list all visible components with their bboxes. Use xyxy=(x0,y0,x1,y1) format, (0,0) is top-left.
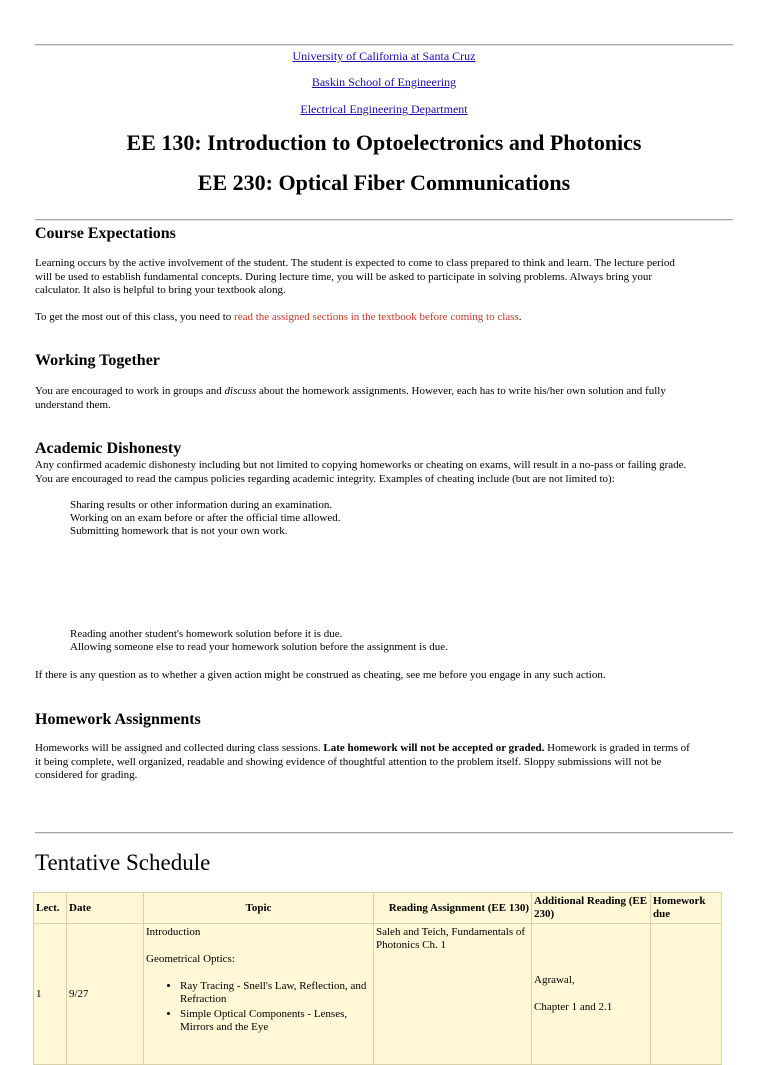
cheating-example: Working on an exam before or after the official time allowed. xyxy=(70,512,341,524)
course-expectations-paragraph xyxy=(35,257,730,298)
academic-dishonesty-paragraph xyxy=(35,459,730,486)
additional-reading-line: Agrawal, xyxy=(534,974,575,986)
text-span: Homeworks will be assigned and collected during class sessions. xyxy=(35,742,324,754)
schedule-divider xyxy=(35,832,733,834)
ucsc-link-row xyxy=(0,49,768,64)
cell-additional xyxy=(532,924,650,1064)
text-line: considered for grading. xyxy=(35,769,138,781)
cheating-example: Submitting homework that is not your own work. xyxy=(70,525,288,537)
text-span: Homework is graded in terms of xyxy=(544,742,690,754)
ee-dept-link[interactable]: Electrical Engineering Department xyxy=(300,102,468,116)
cell-lect: 1 xyxy=(34,924,66,1064)
ee-dept-link-row xyxy=(0,102,768,117)
working-together-heading: Working Together xyxy=(35,352,160,369)
course-expectations-reading-note xyxy=(35,311,730,325)
cheating-example: Sharing results or other information during an examination. xyxy=(70,499,333,511)
cheating-examples-b xyxy=(70,628,448,654)
page-title-ee230: EE 230: Optical Fiber Communications xyxy=(197,170,571,195)
cell-homework xyxy=(651,924,721,1064)
baskin-link[interactable]: Baskin School of Engineering xyxy=(311,75,457,89)
course-expectations-heading: Course Expectations xyxy=(35,225,176,242)
list-item: • Simple Optical Components - Lenses, Mirrors and the Eye xyxy=(180,1008,371,1034)
homework-paragraph xyxy=(35,742,730,783)
text-span: about the homework assignments. However, each has to write his/her own solution and fully xyxy=(256,385,666,397)
text-span: You are encouraged to work in groups and xyxy=(35,385,225,397)
list-item: • Ray Tracing - Snell's Law, Reflection, and Refraction xyxy=(180,980,371,1006)
homework-heading: Homework Assignments xyxy=(35,711,201,728)
page-title-ee130: EE 130: Introduction to Optoelectronics and Photonics xyxy=(126,130,642,155)
cell-topic xyxy=(144,924,373,1064)
table-header-row xyxy=(34,893,721,923)
ucsc-link[interactable]: University of California at Santa Cruz xyxy=(292,49,476,63)
col-header-lect: Lect. xyxy=(34,893,66,923)
cheating-example: Reading another student's homework solution before it is due. xyxy=(70,628,343,640)
discuss-emphasis: discuss xyxy=(224,385,257,397)
text-line: Any confirmed academic dishonesty including but not limited to copying homeworks or cheating on exams, will result in a no-pass or failing grade. xyxy=(35,459,687,471)
academic-dishonesty-closing: If there is any question as to whether a given action might be construed as cheating, see me before you engage in any such action. xyxy=(35,669,606,681)
text-span: To get the most out of this class, you need to xyxy=(35,311,235,323)
topic-list xyxy=(146,980,371,1034)
reading-emphasis: read the assigned sections in the textbook before coming to class xyxy=(234,311,519,323)
text-line: understand them. xyxy=(35,398,111,411)
header-divider xyxy=(35,219,733,221)
text-line: You are encouraged to read the campus policies regarding academic integrity. Examples of cheating include (but are not limited to): xyxy=(35,472,615,485)
top-divider xyxy=(35,44,733,46)
working-together-paragraph xyxy=(35,385,730,412)
topic-intro: Introduction xyxy=(146,926,201,938)
schedule-heading: Tentative Schedule xyxy=(35,850,211,875)
col-header-homework: Homework due xyxy=(651,893,721,923)
schedule-table xyxy=(33,892,722,1065)
baskin-link-row xyxy=(0,75,768,90)
cell-reading: Saleh and Teich, Fundamentals of Photonics Ch. 1 xyxy=(374,924,531,1064)
col-header-reading: Reading Assignment (EE 130) xyxy=(374,893,531,923)
text-line: Learning occurs by the active involvement of the student. The student is expected to come to class prepared to think and learn. The lecture period xyxy=(35,257,675,269)
late-homework-warning: Late homework will not be accepted or graded. xyxy=(323,742,545,754)
text-span: . xyxy=(518,311,522,323)
col-header-date: Date xyxy=(67,893,143,923)
cell-date: 9/27 xyxy=(67,924,143,1064)
col-header-additional: Additional Reading (EE 230) xyxy=(532,893,650,923)
text-line xyxy=(35,385,730,399)
text-line xyxy=(35,742,730,756)
cheating-example: Allowing someone else to read your homework solution before the assignment is due. xyxy=(70,641,448,653)
cheating-examples-a xyxy=(70,499,340,538)
col-header-topic: Topic xyxy=(144,893,373,923)
text-line: will be used to establish fundamental concepts. During lecture time, you will be asked to participate in solving problems. Always bring your xyxy=(35,270,653,283)
topic-subheading: Geometrical Optics: xyxy=(146,953,235,965)
academic-dishonesty-heading: Academic Dishonesty xyxy=(35,440,182,457)
additional-reading-line: Chapter 1 and 2.1 xyxy=(534,1001,613,1013)
text-line: calculator. It also is helpful to bring your textbook along. xyxy=(35,284,286,296)
text-line: it being complete, well organized, readable and showing evidence of thoughtful attention to the problem itself. Sloppy submissions will not be xyxy=(35,755,662,768)
table-row xyxy=(34,924,721,1064)
